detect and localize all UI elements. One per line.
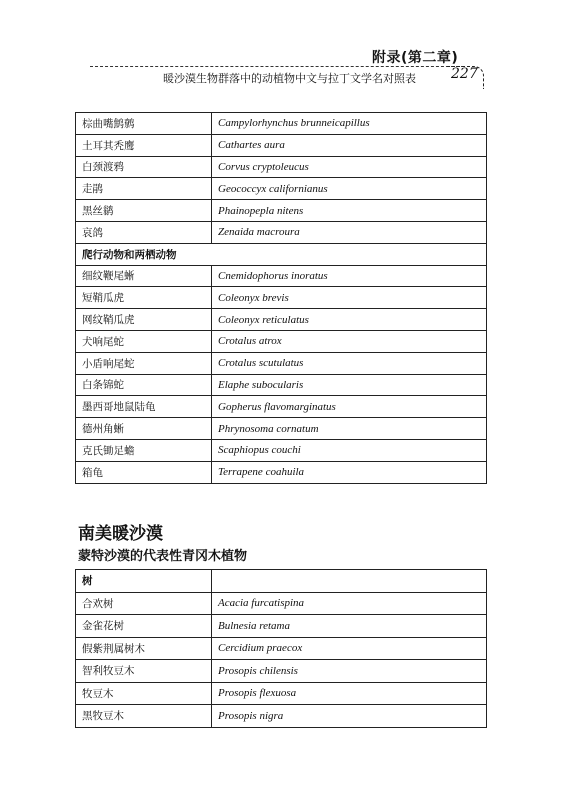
header-chapter: 附录(第二章) bbox=[372, 50, 459, 66]
table-row bbox=[76, 221, 487, 243]
chinese-name-cell: 哀鸽 bbox=[76, 221, 212, 243]
chinese-name-cell: 短鞘瓜虎 bbox=[76, 287, 212, 309]
header-subtitle: 暖沙漠生物群落中的动植物中文与拉丁文学名对照表 bbox=[163, 72, 416, 85]
latin-name-cell: Cnemidophorus inoratus bbox=[212, 265, 487, 287]
chinese-name-cell: 白条锦蛇 bbox=[76, 374, 212, 396]
latin-name-cell: Crotalus scutulatus bbox=[212, 352, 487, 374]
table-row bbox=[76, 374, 487, 396]
table-row bbox=[76, 461, 487, 483]
latin-name-cell: Crotalus atrox bbox=[212, 330, 487, 352]
page-number: 227 bbox=[451, 66, 478, 82]
chinese-name-cell: 智利牧豆木 bbox=[76, 660, 212, 683]
subsection-title: 蒙特沙漠的代表性青冈木植物 bbox=[78, 549, 248, 564]
table-row bbox=[76, 200, 487, 222]
chinese-name-cell: 克氏锄足蟾 bbox=[76, 439, 212, 461]
latin-name-cell: Bulnesia retama bbox=[212, 615, 487, 638]
table-row bbox=[76, 418, 487, 440]
species-table-animals bbox=[75, 112, 487, 484]
table-row bbox=[76, 287, 487, 309]
latin-name-cell: Gopherus flavomarginatus bbox=[212, 396, 487, 418]
table-row bbox=[76, 705, 487, 728]
chinese-name-cell: 合欢树 bbox=[76, 592, 212, 615]
chinese-name-cell: 细纹鞭尾蜥 bbox=[76, 265, 212, 287]
category-heading: 树 bbox=[76, 570, 212, 593]
table-row bbox=[76, 637, 487, 660]
table-row bbox=[76, 134, 487, 156]
chinese-name-cell: 黑丝鹟 bbox=[76, 200, 212, 222]
latin-name-cell: Cercidium praecox bbox=[212, 637, 487, 660]
latin-name-cell: Phainopepla nitens bbox=[212, 200, 487, 222]
chinese-name-cell: 箱龟 bbox=[76, 461, 212, 483]
latin-name-cell: Acacia furcatispina bbox=[212, 592, 487, 615]
latin-name-cell: Coleonyx brevis bbox=[212, 287, 487, 309]
chinese-name-cell: 棕曲嘴鹪鹩 bbox=[76, 113, 212, 135]
latin-name-cell: Zenaida macroura bbox=[212, 221, 487, 243]
latin-name-cell bbox=[212, 570, 487, 593]
latin-name-cell: Terrapene coahuila bbox=[212, 461, 487, 483]
header-rule bbox=[90, 66, 464, 67]
species-table-plants bbox=[75, 569, 487, 728]
table-row bbox=[76, 682, 487, 705]
table-row bbox=[76, 352, 487, 374]
latin-name-cell: Scaphiopus couchi bbox=[212, 439, 487, 461]
section-heading: 爬行动物和两栖动物 bbox=[76, 243, 487, 265]
latin-name-cell: Prosopis flexuosa bbox=[212, 682, 487, 705]
chinese-name-cell: 犬响尾蛇 bbox=[76, 330, 212, 352]
table-row bbox=[76, 178, 487, 200]
chinese-name-cell: 白颈渡鸦 bbox=[76, 156, 212, 178]
chinese-name-cell: 土耳其秃鹰 bbox=[76, 134, 212, 156]
latin-name-cell: Prosopis nigra bbox=[212, 705, 487, 728]
chinese-name-cell: 牧豆木 bbox=[76, 682, 212, 705]
latin-name-cell: Elaphe subocularis bbox=[212, 374, 487, 396]
chinese-name-cell: 黑牧豆木 bbox=[76, 705, 212, 728]
table-row bbox=[76, 309, 487, 331]
table-row bbox=[76, 156, 487, 178]
chinese-name-cell: 网纹鞘瓜虎 bbox=[76, 309, 212, 331]
table-row bbox=[76, 265, 487, 287]
latin-name-cell: Geococcyx californianus bbox=[212, 178, 487, 200]
chinese-name-cell: 假紫荆属树木 bbox=[76, 637, 212, 660]
latin-name-cell: Phrynosoma cornatum bbox=[212, 418, 487, 440]
table-row bbox=[76, 113, 487, 135]
latin-name-cell: Cathartes aura bbox=[212, 134, 487, 156]
table-row bbox=[76, 439, 487, 461]
table-row bbox=[76, 592, 487, 615]
latin-name-cell: Prosopis chilensis bbox=[212, 660, 487, 683]
region-title: 南美暖沙漠 bbox=[78, 524, 163, 544]
table-row bbox=[76, 660, 487, 683]
table-row bbox=[76, 570, 487, 593]
chinese-name-cell: 金雀花树 bbox=[76, 615, 212, 638]
latin-name-cell: Coleonyx reticulatus bbox=[212, 309, 487, 331]
chinese-name-cell: 德州角蜥 bbox=[76, 418, 212, 440]
table-row bbox=[76, 243, 487, 265]
latin-name-cell: Campylorhynchus brunneicapillus bbox=[212, 113, 487, 135]
table-row bbox=[76, 330, 487, 352]
chinese-name-cell: 墨西哥地鼠陆龟 bbox=[76, 396, 212, 418]
chinese-name-cell: 小盾响尾蛇 bbox=[76, 352, 212, 374]
table-row bbox=[76, 396, 487, 418]
latin-name-cell: Corvus cryptoleucus bbox=[212, 156, 487, 178]
chinese-name-cell: 走鹃 bbox=[76, 178, 212, 200]
table-row bbox=[76, 615, 487, 638]
